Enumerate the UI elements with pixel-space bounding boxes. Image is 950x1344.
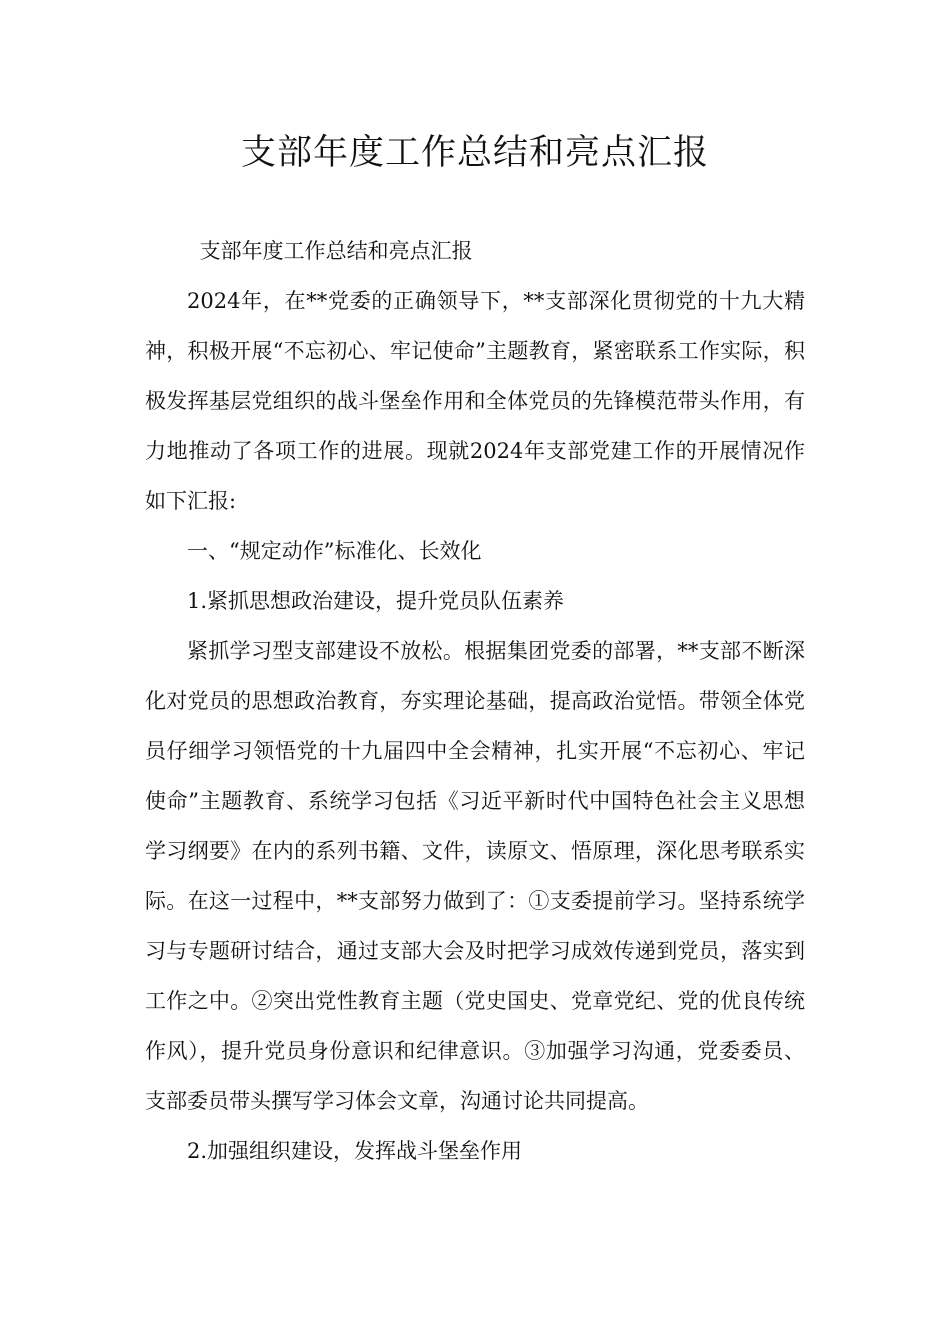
section-heading-1: 一、“规定动作”标准化、长效化 [187, 539, 482, 563]
subsection-heading-1: 1.紧抓思想政治建设，提升党员队伍素养 [187, 589, 565, 613]
body-paragraph-1: 紧抓学习型支部建设不放松。根据集团党委的部署，**支部不断深化对党员的思想政治教育，夯实理论基础，提高政治觉悟。带领全体党员仔细学习领悟党的十九届四中全会精神，扎实开展“不忘初心、牢记使命”主题教育、系统学习包括《习近平新时代中国特色社会主义思想学习纲要》在内的系列书籍、文件，读原文、悟原理，深化思考联系实际。在这一过程中，**支部努力做到了：①支委提前学习。坚持系统学习与专题研讨结合，通过支部大会及时把学习成效传递到党员，落实到工作之中。②突出党性教育主题（党史国史、党章党纪、党的优良传统作风），提升党员身份意识和纪律意识。③加强学习沟通，党委委员、支部委员带头撰写学习体会文章，沟通讨论共同提高。 [145, 639, 805, 1113]
subtitle-paragraph: 支部年度工作总结和亮点汇报 [199, 239, 473, 263]
subsection-heading-2: 2.加强组织建设，发挥战斗堡垒作用 [187, 1139, 523, 1163]
document-body [145, 226, 805, 1176]
intro-paragraph: 2024年，在**党委的正确领导下，**支部深化贯彻党的十九大精神，积极开展“不忘初心、牢记使命”主题教育，紧密联系工作实际，积极发挥基层党组织的战斗堡垒作用和全体党员的先锋模范带头作用，有力地推动了各项工作的进展。现就2024年支部党建工作的开展情况作如下汇报: [145, 289, 805, 513]
document-title: 支部年度工作总结和亮点汇报 [240, 133, 709, 173]
